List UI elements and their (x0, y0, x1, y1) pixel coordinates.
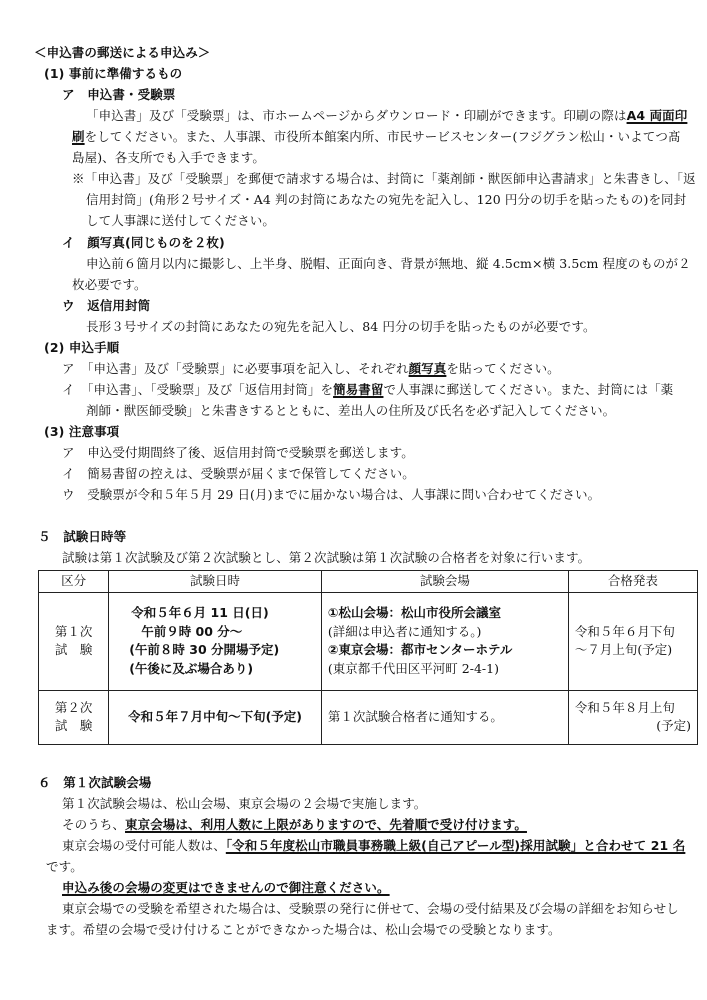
heading-text: (2) 申込手順 (44, 340, 120, 355)
emphasis-a4-duplex: A4 両面印 (626, 108, 688, 123)
cell-text: 令和５年８月上旬 (574, 699, 675, 715)
item-label-application-form: ア 申込書・受験票 (62, 87, 176, 102)
section-heading-exam-schedule: ５ 試験日時等 (38, 529, 127, 544)
cell-text: (午後に及ぶ場合あり) (129, 661, 254, 676)
cell-text: (東京都千代田区平河町 2-4-1) (327, 661, 499, 676)
exam-schedule-table (38, 570, 698, 745)
column-header: 試験会場 (321, 571, 568, 593)
column-header: 試験日時 (109, 571, 322, 593)
note-line: して人事課に送付してください。 (86, 213, 276, 228)
section-title-mail-application: ＜申込書の郵送による申込み＞ (34, 45, 211, 60)
paragraph-line (62, 816, 527, 834)
text-fragment: そのうち、 (62, 817, 126, 832)
text-fragment: 「申込書」及び「受験票」は、市ホームページからダウンロード・印刷ができます。印刷の際は (86, 108, 627, 123)
cell-text: 令和５年６月 11 日(日) (131, 604, 269, 620)
cell-text: (午前８時 30 分開場予定) (129, 642, 280, 658)
cell-text: 第１次試験合格者に通知する。 (327, 708, 503, 724)
paragraph-line: 東京会場での受験を希望された場合は、受験票の発行に併せて、会場の受付結果及び会場の詳細をお知らせし (62, 901, 679, 916)
emphasis-no-venue-change: 申込み後の会場の変更はできませんので御注意ください。 (62, 880, 390, 895)
text-fragment: を貼ってください。 (446, 361, 560, 376)
table-cell-kubun (39, 592, 109, 690)
cell-text: 令和５年６月下旬 (574, 623, 675, 639)
paragraph-line: ます。希望の会場で受け付けることができなかった場合は、松山会場での受験となります。 (46, 922, 561, 937)
paragraph-line: 第１次試験会場は、松山会場、東京会場の２会場で実施します。 (62, 796, 427, 811)
text-fragment: ア 「申込書」及び「受験票」に必要事項を記入し、それぞれ (62, 361, 409, 376)
cell-text: ～７月上旬(予定) (574, 642, 673, 658)
note-item-a: ア 申込受付期間終了後、返信用封筒で受験票を郵送します。 (62, 445, 414, 460)
cell-text: 令和５年７月中旬～下旬(予定) (128, 708, 303, 724)
cell-text: 試 験 (54, 642, 93, 658)
paragraph-line (86, 107, 687, 125)
text-fragment: をしてください。また、人事課、市役所本館案内所、市民サービスセンター(フジグラン松山・いよてつ髙 (84, 129, 681, 144)
note-line: 信用封筒」(角形２号サイズ・A4 判の封筒にあなたの宛先を記入し、120 円分の切手を貼ったもの)を同封 (86, 192, 687, 207)
text-fragment: で人事課に郵送してください。また、封筒には「薬 (383, 382, 674, 397)
note-item-i: イ 簡易書留の控えは、受験票が届くまで保管してください。 (62, 466, 415, 481)
text-fragment: 東京会場の受付可能人数は、 (62, 838, 226, 853)
table-cell-venue (321, 690, 568, 744)
emphasis-tokyo-capacity: 東京会場は、利用人数に上限がありますので、先着順で受け付けます。 (125, 817, 527, 832)
paragraph-line: 枚必要です。 (72, 277, 147, 292)
note-item-u: ウ 受験票が令和５年５月 29 日(月)までに届かない場合は、人事課に問い合わせてください。 (62, 487, 601, 502)
item-label-return-envelope: ウ 返信用封筒 (62, 298, 151, 313)
table-row (39, 690, 698, 744)
text-fragment: イ 「申込書」、「受験票」及び「返信用封筒」を (62, 382, 334, 397)
procedure-item-a (62, 360, 560, 378)
emphasis-capacity-21: 「令和５年度松山市職員事務職上級(自己アピール型)採用試験」と合わせて 21 名 (225, 838, 686, 853)
cell-text: 午前９時 00 分～ (141, 623, 243, 639)
cell-text: ①松山会場：松山市役所会議室 (327, 604, 502, 620)
emphasis-print: 刷 (72, 129, 85, 144)
table-cell-datetime (109, 592, 322, 690)
table-cell-result (568, 592, 697, 690)
cell-text: (予定) (656, 718, 691, 734)
table-header-row (39, 571, 698, 593)
table-row (39, 592, 698, 690)
paragraph-line (62, 837, 685, 855)
section-heading-first-exam-venue: ６ 第１次試験会場 (38, 775, 152, 790)
item-label-photo: イ 顔写真(同じものを２枚) (62, 235, 225, 250)
cell-text: ②東京会場：都市センターホテル (327, 642, 513, 658)
paragraph-line: です。 (46, 859, 83, 874)
emphasis-photo: 顔写真 (408, 361, 447, 376)
table-cell-kubun (39, 690, 109, 744)
paragraph-line: 長形３号サイズの封筒にあなたの宛先を記入し、84 円分の切手を貼ったものが必要です。 (86, 319, 596, 334)
column-header: 区分 (39, 571, 109, 593)
subsection-heading-procedure (44, 339, 119, 357)
paragraph-line: 試験は第１次試験及び第２次試験とし、第２次試験は第１次試験の合格者を対象に行います。 (62, 550, 591, 565)
cell-text: 第２次 (54, 699, 93, 715)
note-line: ※「申込書」及び「受験票」を郵便で請求する場合は、封筒に「薬剤師・獣医師申込書請求」と朱書きし、「返 (72, 171, 696, 186)
subsection-heading-notes: (3) 注意事項 (44, 424, 120, 439)
emphasis-registered-mail: 簡易書留 (333, 382, 384, 397)
cell-text: 試 験 (54, 718, 93, 734)
table-cell-result (568, 690, 697, 744)
table-cell-venue (321, 592, 568, 690)
column-header: 合格発表 (568, 571, 697, 593)
paragraph-line: 申込前６箇月以内に撮影し、上半身、脱帽、正面向き、背景が無地、縦 4.5cm×横 3.5cm 程度のものが２ (86, 256, 691, 271)
cell-text: 第１次 (54, 623, 93, 639)
cell-text: (詳細は申込者に通知する。) (327, 623, 482, 639)
paragraph-line: 剤師・獣医師受験」と朱書きするとともに、差出人の住所及び氏名を必ず記入してください。 (86, 403, 616, 418)
paragraph-line: 島屋)、各支所でも入手できます。 (72, 150, 265, 165)
paragraph-line (72, 128, 681, 146)
subsection-heading-preparation: (1) 事前に準備するもの (44, 66, 183, 81)
table-cell-datetime (109, 690, 322, 744)
procedure-item-i (62, 381, 673, 399)
